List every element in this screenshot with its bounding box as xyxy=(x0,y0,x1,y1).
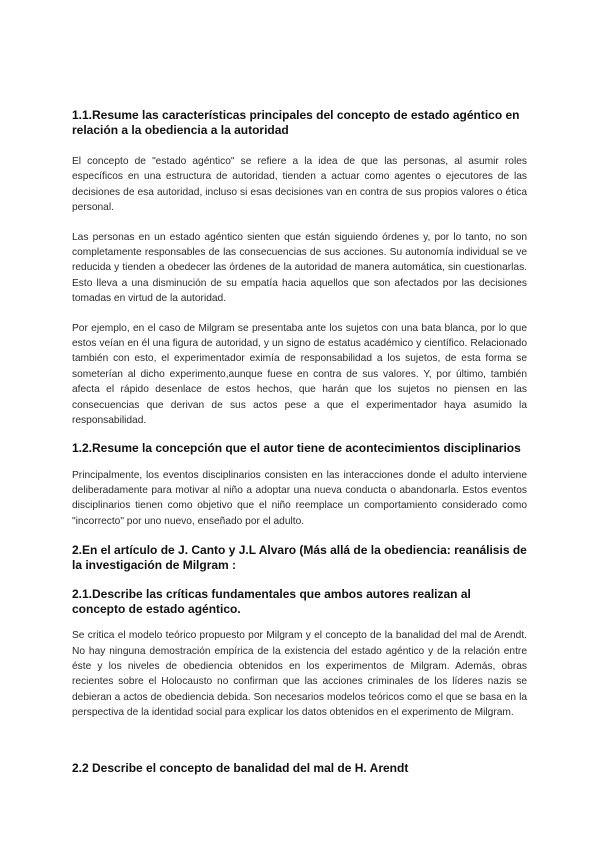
paragraph-agentic-definition: El concepto de "estado agéntico" se refiere a la idea de que las personas, al asumir roles específicos en una estructura de autoridad, tienden a actuar como agentes o ejecutores de las decisiones de esa autoridad, incluso si esas decisiones van en contra de sus propios valores o ética personal. xyxy=(72,156,527,214)
paragraph-agentic-responsibility: Las personas en un estado agéntico sienten que están siguiendo órdenes y, por lo tanto, no son completamente responsables de las consecuencias de sus acciones. Su autonomía individual se ve reducida y tienden a obedecer las órdenes de la autoridad de manera automática, sin cuestionarlas. Esto lleva a una disminución de su empatía hacia aquellos que son afectados por las decisiones tomadas en virtud de la autoridad. xyxy=(72,231,527,305)
paragraph-critiques: Se critica el modelo teórico propuesto por Milgram y el concepto de la banalidad del mal de Arendt. No hay ninguna demostración empírica de la existencia del estado agéntico y de la relación entre éste y los niveles de obediencia obtenidos en los experimentos de Milgram. Además, obras recientes sobre el Holocausto no confirman que las acciones criminales de los líderes nazis se debieran a actos de obediencia debida. Son necesarios modelos teóricos como el que se basa en la perspectiva de la identidad social para explicar los datos obtenidos en el experimento de Milgram. xyxy=(72,630,527,719)
heading-2-2: 2.2 Describe el concepto de banalidad del mal de H. Arendt xyxy=(72,760,409,775)
heading-1-1: 1.1.Resume las características principales del concepto de estado agéntico en relación a la obediencia a la autoridad xyxy=(72,108,520,137)
heading-2-1: 2.1.Describe las críticas fundamentales que ambos autores realizan al concepto de estado agéntico. xyxy=(72,587,471,617)
document-page xyxy=(72,108,527,776)
heading-1-2: 1.2.Resume la concepción que el autor tiene de acontecimientos disciplinarios xyxy=(72,440,521,455)
paragraph-disciplinary-events: Principalmente, los eventos disciplinarios consisten en las interacciones donde el adulto interviene deliberadamente para motivar al niño a adoptar una nueva conducta o abandonarla. Estos eventos disciplinarios tienen como objetivo que el niño reemplace un comportamiento considerado como "incorrecto" por uno nuevo, enseñado por el adulto. xyxy=(72,469,527,527)
paragraph-milgram-example: Por ejemplo, en el caso de Milgram se presentaba ante los sujetos con una bata blanca, por lo que estos veían en él una figura de autoridad, y un signo de estatus académico y científico. Relacionado también con esto, el experimentador eximía de responsabilidad a los sujetos, de esta forma se someterían al dicho experimento,aunque fuese en contra de sus valores. Y, por último, también afecta el rápido desenlace de estos hechos, que harán que los sujetos no piensen en las consecuencias que derivan de sus actos pese a que el experimentador haya asumido la responsabilidad. xyxy=(72,322,527,427)
heading-2: 2.En el artículo de J. Canto y J.L Alvaro (Más allá de la obediencia: reanálisis de la investigación de Milgram : xyxy=(72,543,527,573)
